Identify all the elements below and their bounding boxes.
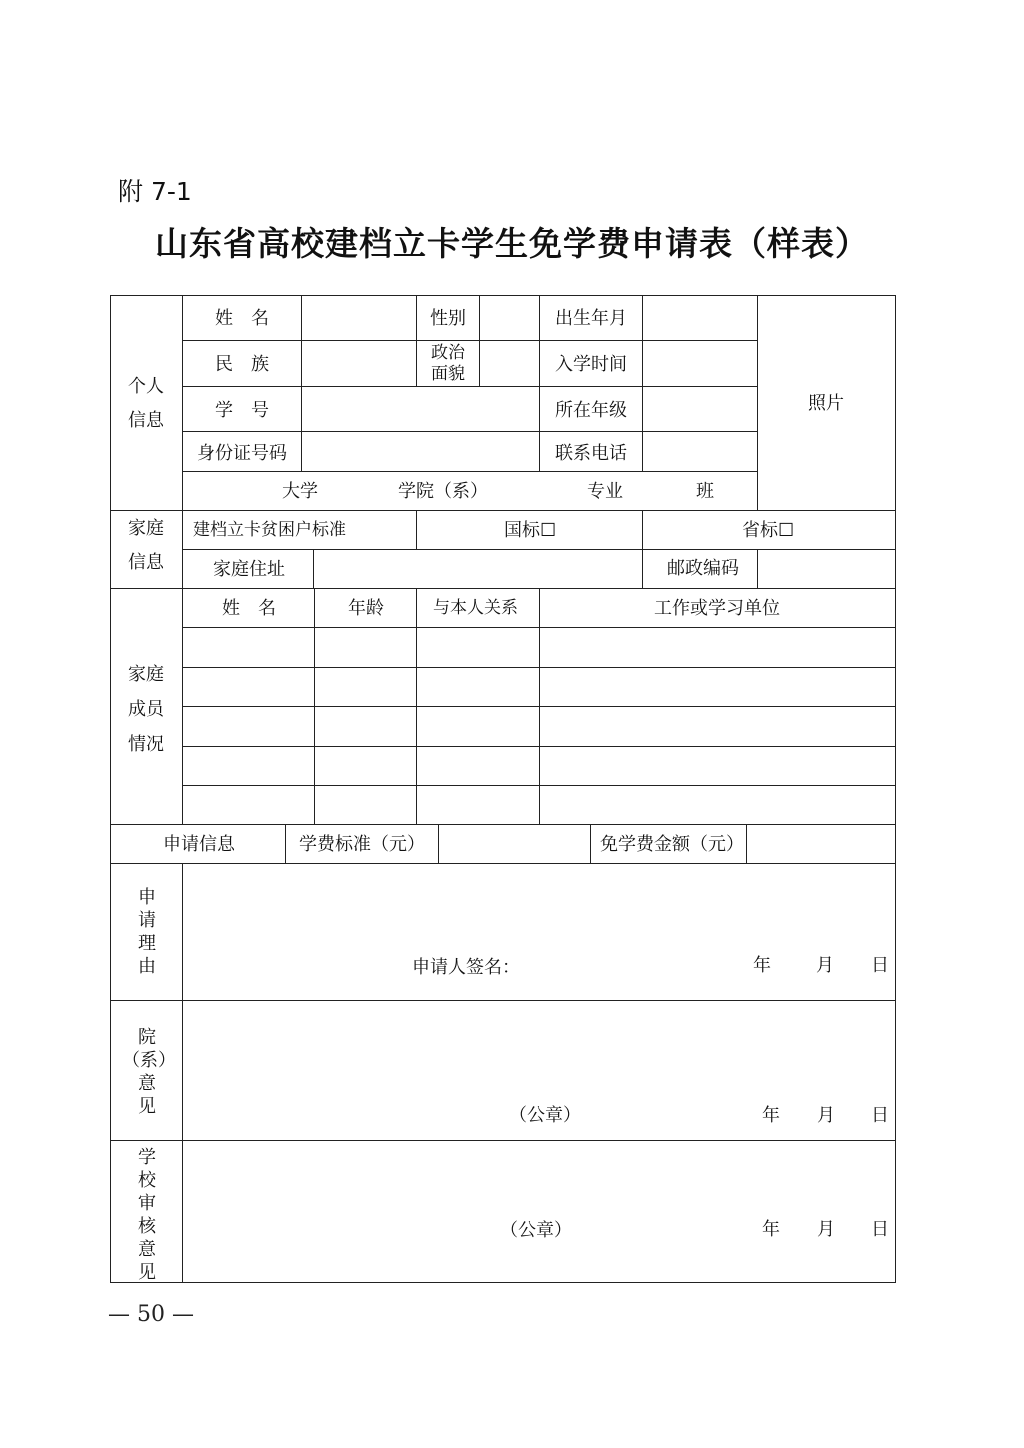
dept-char-2: （系）	[122, 1050, 176, 1071]
fee-standard-label: 学费标准（元）	[299, 834, 425, 855]
dept-day-label: 日	[871, 1105, 889, 1126]
family-members-label-2: 成员	[128, 699, 164, 720]
grid-line	[182, 863, 183, 1283]
poverty-standard-label: 建档立卡贫困户标准	[193, 520, 346, 540]
grid-line	[285, 824, 286, 863]
member-name-header: 姓 名	[222, 598, 276, 619]
name-label: 姓 名	[215, 308, 269, 329]
grid-line	[757, 549, 758, 588]
family-info-label-1: 家庭	[128, 518, 164, 539]
university-label: 大学	[282, 481, 318, 502]
grid-line	[182, 431, 758, 432]
dept-char-3: 意	[138, 1073, 156, 1094]
major-label: 专业	[587, 481, 623, 502]
school-char-4: 核	[138, 1216, 156, 1237]
grid-line	[313, 549, 314, 588]
grid-line	[642, 510, 643, 588]
id-number-label: 身份证号码	[197, 443, 287, 464]
postcode-label: 邮政编码	[667, 558, 739, 579]
page-number: — 50 —	[108, 1302, 194, 1327]
student-id-label: 学 号	[215, 400, 269, 421]
dept-month-label: 月	[817, 1105, 835, 1126]
grid-line	[110, 1000, 896, 1001]
ethnicity-label: 民 族	[215, 354, 269, 375]
home-address-label: 家庭住址	[213, 559, 285, 580]
grid-line	[182, 340, 758, 341]
family-members-section-label	[128, 657, 164, 762]
grid-line	[757, 295, 758, 510]
grid-line	[182, 549, 896, 550]
grid-line	[110, 1140, 896, 1141]
class-label: 班	[696, 481, 714, 502]
reason-day-label: 日	[871, 955, 889, 976]
political-status-line-1: 政治	[431, 343, 465, 363]
grid-line	[301, 295, 302, 471]
reason-year-label: 年	[753, 955, 771, 976]
reason-char-4: 由	[138, 956, 156, 977]
grid-line	[182, 386, 758, 387]
enrollment-time-label: 入学时间	[555, 354, 627, 375]
provincial-standard-checkbox[interactable]: 省标☐	[742, 520, 795, 541]
school-day-label: 日	[871, 1219, 889, 1240]
phone-label: 联系电话	[555, 443, 627, 464]
family-members-label-1: 家庭	[128, 664, 164, 685]
birth-date-label: 出生年月	[555, 308, 627, 329]
grid-line	[314, 588, 315, 824]
grid-line	[479, 295, 480, 386]
school-review-label	[132, 1146, 162, 1284]
reason-char-1: 申	[138, 887, 156, 908]
school-char-6: 见	[138, 1262, 156, 1283]
school-char-2: 校	[138, 1170, 156, 1191]
application-reason-label	[132, 886, 162, 978]
gender-label: 性别	[430, 308, 466, 329]
grid-line	[416, 510, 417, 549]
attachment-label: 附 7-1	[118, 177, 192, 206]
school-char-5: 意	[138, 1239, 156, 1260]
grid-line	[416, 295, 417, 386]
grade-label: 所在年级	[555, 400, 627, 421]
family-info-label-2: 信息	[128, 552, 164, 573]
grid-line	[590, 824, 591, 863]
reason-char-3: 理	[138, 933, 156, 954]
photo-box-label: 照片	[808, 393, 844, 414]
member-workplace-header: 工作或学习单位	[654, 598, 780, 619]
member-age-header: 年龄	[348, 598, 384, 619]
college-label: 学院（系）	[398, 481, 488, 502]
political-status-line-2: 面貌	[431, 364, 465, 384]
grid-line	[539, 588, 540, 824]
applicant-signature-label: 申请人签名：	[412, 957, 520, 978]
member-relation-header: 与本人关系	[433, 598, 518, 618]
exemption-amount-label: 免学费金额（元）	[600, 834, 744, 855]
personal-info-section-label: 个人 信息	[128, 376, 164, 431]
dept-char-4: 见	[138, 1096, 156, 1117]
dept-year-label: 年	[762, 1105, 780, 1126]
reason-char-2: 请	[138, 910, 156, 931]
political-status-label	[431, 343, 465, 385]
grid-line	[110, 863, 896, 864]
grid-line	[416, 588, 417, 824]
dept-char-1: 院	[138, 1027, 156, 1048]
national-standard-checkbox[interactable]: 国标☐	[504, 520, 557, 541]
grid-line	[642, 295, 643, 471]
form-title: 山东省高校建档立卡学生免学费申请表（样表）	[155, 224, 869, 263]
family-members-label-3: 情况	[128, 734, 164, 755]
grid-line	[539, 295, 540, 471]
school-year-label: 年	[762, 1219, 780, 1240]
grid-line	[110, 510, 896, 511]
grid-line	[182, 295, 183, 824]
department-opinion-label	[122, 1026, 176, 1118]
school-char-3: 审	[138, 1193, 156, 1214]
grid-line	[110, 824, 896, 825]
school-seal-label: （公章）	[500, 1220, 572, 1241]
grid-line	[110, 588, 896, 589]
grid-line	[746, 824, 747, 863]
grid-line	[438, 824, 439, 863]
application-info-label: 申请信息	[163, 834, 235, 855]
reason-month-label: 月	[816, 955, 834, 976]
school-month-label: 月	[817, 1219, 835, 1240]
grid-line	[182, 471, 758, 472]
department-seal-label: （公章）	[509, 1105, 581, 1126]
school-char-1: 学	[138, 1147, 156, 1168]
